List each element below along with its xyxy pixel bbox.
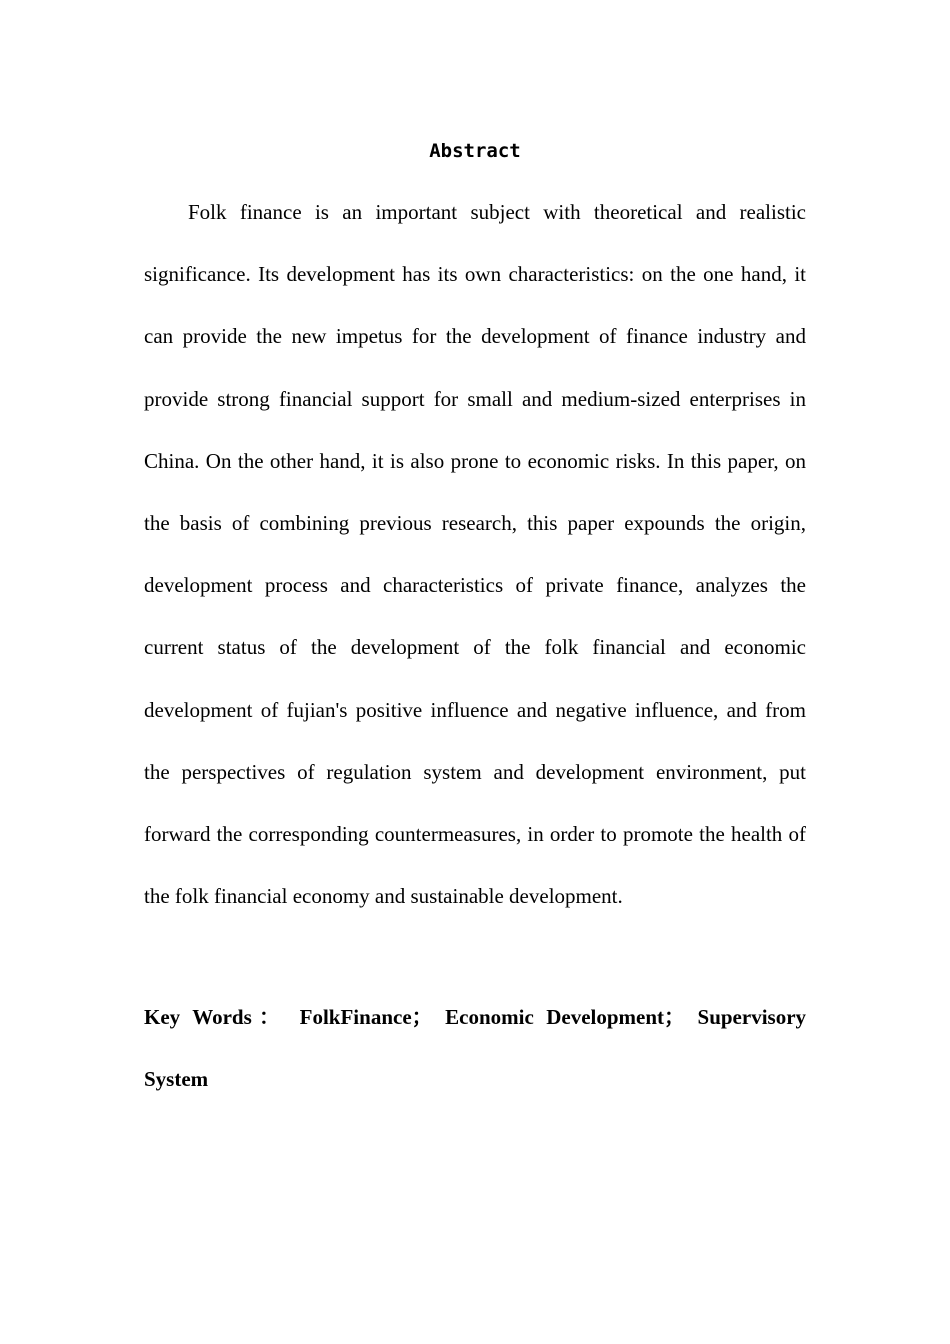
abstract-title: Abstract [429,140,521,162]
keywords-label: Key Words： [144,1005,288,1029]
keyword-separator: ； [411,1005,433,1029]
keywords-line [144,986,806,1110]
keyword-item: Economic Development [445,1005,665,1029]
abstract-paragraph: Folk finance is an important subject with theoretical and realistic significance. Its development has its own characteristics: on the one hand, it can provide the new impetus for the development of finance industry and provide strong financial support for small and medium-sized enterprises in China. On the other hand, it is also prone to economic risks. In this paper, on the basis of combining previous research, this paper expounds the origin, development process and characteristics of private finance, analyzes the current status of the development of the folk financial and economic development of fujian's positive influence and negative influence, and from the perspectives of regulation system and development environment, put forward the corresponding countermeasures, in order to promote the health of the folk financial economy and sustainable development. [144,200,806,909]
keyword-item: FolkFinance [299,1005,412,1029]
keyword-item: Supervisory System [144,1005,807,1092]
keyword-separator: ； [664,1005,686,1029]
